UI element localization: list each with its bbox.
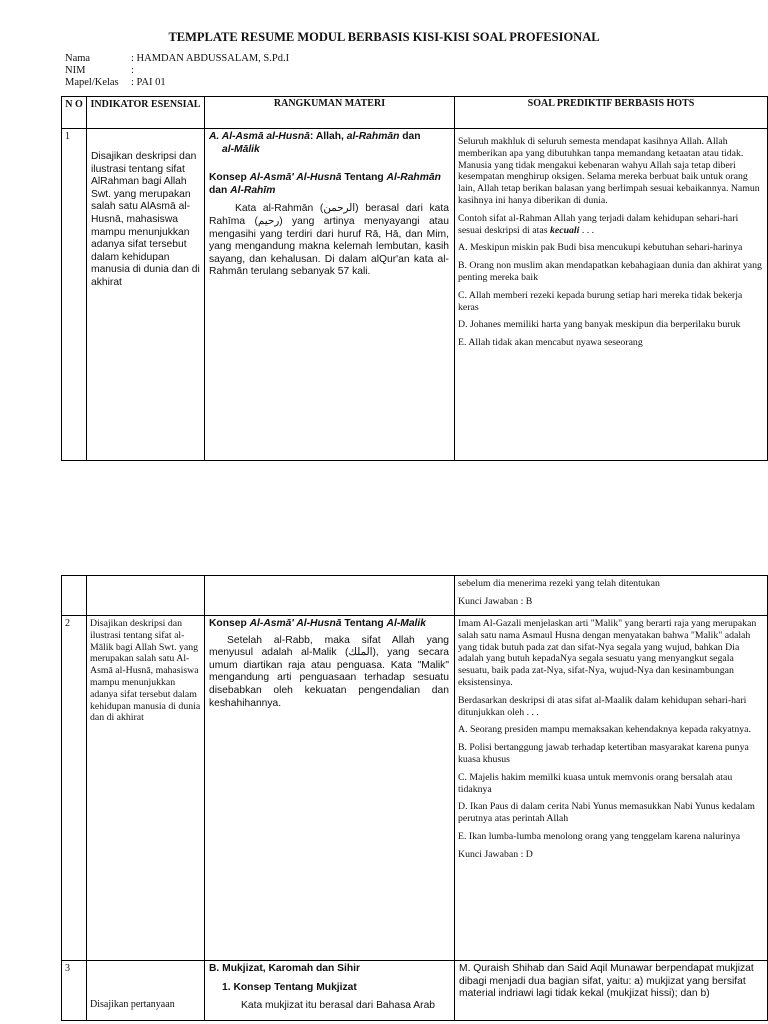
meta-value-nama: : HAMDAN ABDUSSALAM, S.Pd.I bbox=[131, 53, 290, 64]
row1-rangkuman bbox=[205, 129, 455, 461]
cont-rangkuman-cell bbox=[205, 576, 455, 616]
row3-soal: M. Quraish Shihab dan Said Aqil Munawar berpendapat mukjizat dibagi menjadi dua bagian sifat, yaitu: a) mukjizat yang bersifat material indriawi lagi tidak kekal (mukjizat hissi); dan b) bbox=[455, 961, 768, 1021]
row1-indikator: Disajikan deskripsi dan ilustrasi tentang sifat AlRahman bagi Allah Swt. yang merupakan salah satu AlAsmā al-Husnā, mahasiswa mampu menunjukkan adanya sifat tersebut dalam kehidupan manusia di dunia dan di akhirat bbox=[87, 129, 205, 461]
row3-indikator: Disajikan pertanyaan bbox=[87, 961, 205, 1021]
row1-soal-continued bbox=[455, 576, 768, 616]
page-title: TEMPLATE RESUME MODUL BERBASIS KISI-KISI SOAL PROFESIONAL bbox=[168, 30, 600, 44]
row3-materi-paragraph: Kata mukjizat itu berasal dari Bahasa Arab bbox=[241, 1000, 436, 1012]
row2-soal-question: Berdasarkan deskripsi di atas sifat al-Maalik dalam kehidupan sehari-hari ditunjukkan oleh . . . bbox=[458, 694, 747, 718]
header-indikator: INDIKATOR ESENSIAL bbox=[87, 97, 205, 129]
row1-option-d: D. Johanes memiliki harta yang banyak meskipun dia berperilaku buruk bbox=[458, 319, 741, 331]
row2-soal-stimulus: Imam Al-Gazali menjelaskan arti "Malik" yang berarti raja yang merupakan salah satu nama Asmaul Husna dengan menyatakan bahwa "Malik" adalah yang tidak butuh pada zat dan sifat-Nya segala yang wujud, bahkan Dia adalah yang butuh kepadaNya segala sesuatu yang menyangkut segala sesuatu, baik pada zat-Nya, sifat-Nya, wujud-Nya dan kesinambungan eksistensinya. bbox=[458, 618, 757, 688]
cont-indikator-cell bbox=[87, 576, 205, 616]
meta-label-nama: Nama bbox=[65, 53, 91, 64]
header-no: N O bbox=[62, 97, 87, 129]
row1-heading-a: A. Al-Asmā al-Husnā: Allah, al-Rahmān dan al-Mālik bbox=[209, 131, 421, 155]
cont-number-cell bbox=[62, 576, 87, 616]
row2-option-c: C. Majelis hakim memilki kuasa untuk memvonis orang bersalah atau tidaknya bbox=[458, 771, 733, 795]
header-rangkuman: RANGKUMAN MATERI bbox=[205, 97, 455, 129]
row2-indikator: Disajikan deskripsi dan ilustrasi tentang sifat al-Mālik bagi Allah Swt. yang merupakan salah satu Al-Asmā al-Husnā, mahasiswa mampu menunjukkan adanya sifat tersebut dalam kehidupan manusia di dunia dan di akhirat bbox=[87, 616, 205, 961]
row3-heading-konsep: 1. Konsep Tentang Mukjizat bbox=[222, 981, 357, 993]
header-soal: SOAL PREDIKTIF BERBASIS HOTS bbox=[455, 97, 768, 129]
meta-value-mapel: : PAI 01 bbox=[131, 77, 166, 88]
table-row-1-continued bbox=[62, 576, 768, 616]
row2-option-e: E. Ikan lumba-lumba menolong orang yang tenggelam karena nalurinya bbox=[458, 830, 741, 842]
meta-label-nim: NIM bbox=[65, 65, 86, 76]
row3-number: 3 bbox=[62, 961, 87, 1021]
row1-option-c: C. Allah memberi rezeki kepada burung setiap hari mereka tidak bekerja keras bbox=[458, 289, 743, 313]
row2-soal bbox=[455, 616, 768, 961]
row1-answer-key: Kunci Jawaban : B bbox=[458, 595, 533, 607]
row1-soal-question: Contoh sifat al-Rahman Allah yang terjadi dalam kehidupan sehari-hari sesuai deskripsi di atas kecuali . . . bbox=[458, 212, 739, 236]
resume-table-page-2 bbox=[61, 575, 768, 1021]
row2-option-b: B. Polisi bertanggung jawab terhadap ketertiban masyarakat karena punya kuasa khusus bbox=[458, 742, 749, 765]
identity-block bbox=[65, 53, 289, 89]
row1-materi-paragraph: Kata al-Rahmān (الرحمن) berasal dari kata Rahīma (رحيم) yang artinya menyayangi atau mengasihi yang terdiri dari huruf Rā, Hā, dan Mim, yang mengandung makna kelemah lembutan, kasih sayang, dan kehalusan. Di dalam alQur'an kata al-Rahmān terulang sebanyak 57 kali. bbox=[209, 203, 449, 278]
row2-answer-key: Kunci Jawaban : D bbox=[458, 848, 533, 860]
row1-soal-stimulus: Seluruh makhluk di seluruh semesta mendapat kasihnya Allah. Allah memberikan apa yang dibutuhkan tanpa memandang ketaatan atau tidak. Manusia yang tidak mengakui kebenaran wahyu Allah saja tetap diberi kesempatan menghirup oksigen. Selama mereka berbuat baik untuk orang lain, Allah tetap berikan balasan yang berlimpah sesuai kebaikannya. Namun kasihnya ini hanya diberikan di dunia. bbox=[458, 136, 760, 206]
row2-option-d: D. Ikan Paus di dalam cerita Nabi Yunus memasukkan Nabi Yunus kedalam perutnya atas perintah Allah bbox=[458, 801, 755, 825]
table-row-2 bbox=[62, 616, 768, 961]
table-header-row bbox=[62, 97, 768, 129]
row2-materi-paragraph: Setelah al-Rabb, maka sifat Allah yang menyusul adalah al-Malik (الملك), yang secara umum diartikan raja atau penguasa. Kata "Malik" mengandung arti penguasaan terhadap sesuatu disebabkan oleh kekuatan pengendalian dan keshahihannya. bbox=[209, 634, 449, 709]
meta-value-nim: : bbox=[131, 65, 134, 76]
row3-heading-b: B. Mukjizat, Karomah dan Sihir bbox=[209, 963, 361, 974]
row1-option-e: E. Allah tidak akan mencabut nyawa seseorang bbox=[458, 337, 643, 349]
row3-rangkuman bbox=[205, 961, 455, 1021]
row1-soal bbox=[455, 129, 768, 461]
row2-rangkuman bbox=[205, 616, 455, 961]
meta-label-mapel: Mapel/Kelas bbox=[65, 77, 119, 88]
row1-option-e-continued: sebelum dia menerima rezeki yang telah ditentukan bbox=[458, 578, 660, 589]
row2-option-a: A. Seorang presiden mampu memaksakan kehendaknya kepada rakyatnya. bbox=[458, 724, 751, 736]
row1-number: 1 bbox=[62, 129, 87, 461]
row2-heading-konsep: Konsep Al-Asmā' Al-Husnā Tentang Al-Malik bbox=[209, 618, 427, 629]
row1-option-b: B. Orang non muslim akan mendapatkan kebahagiaan dunia dan akhirat yang penting mereka baik bbox=[458, 260, 762, 283]
table-row-3 bbox=[62, 961, 768, 1021]
row1-option-a: A. Meskipun miskin pak Budi bisa mencukupi kebutuhan sehari-harinya bbox=[458, 242, 743, 254]
table-row-1 bbox=[62, 129, 768, 461]
resume-table-page-1 bbox=[61, 96, 768, 461]
row1-heading-konsep: Konsep Al-Asmā' Al-Husnā Tentang Al-Rahmān dan Al-Rahīm bbox=[209, 172, 441, 196]
row2-number: 2 bbox=[62, 616, 87, 961]
